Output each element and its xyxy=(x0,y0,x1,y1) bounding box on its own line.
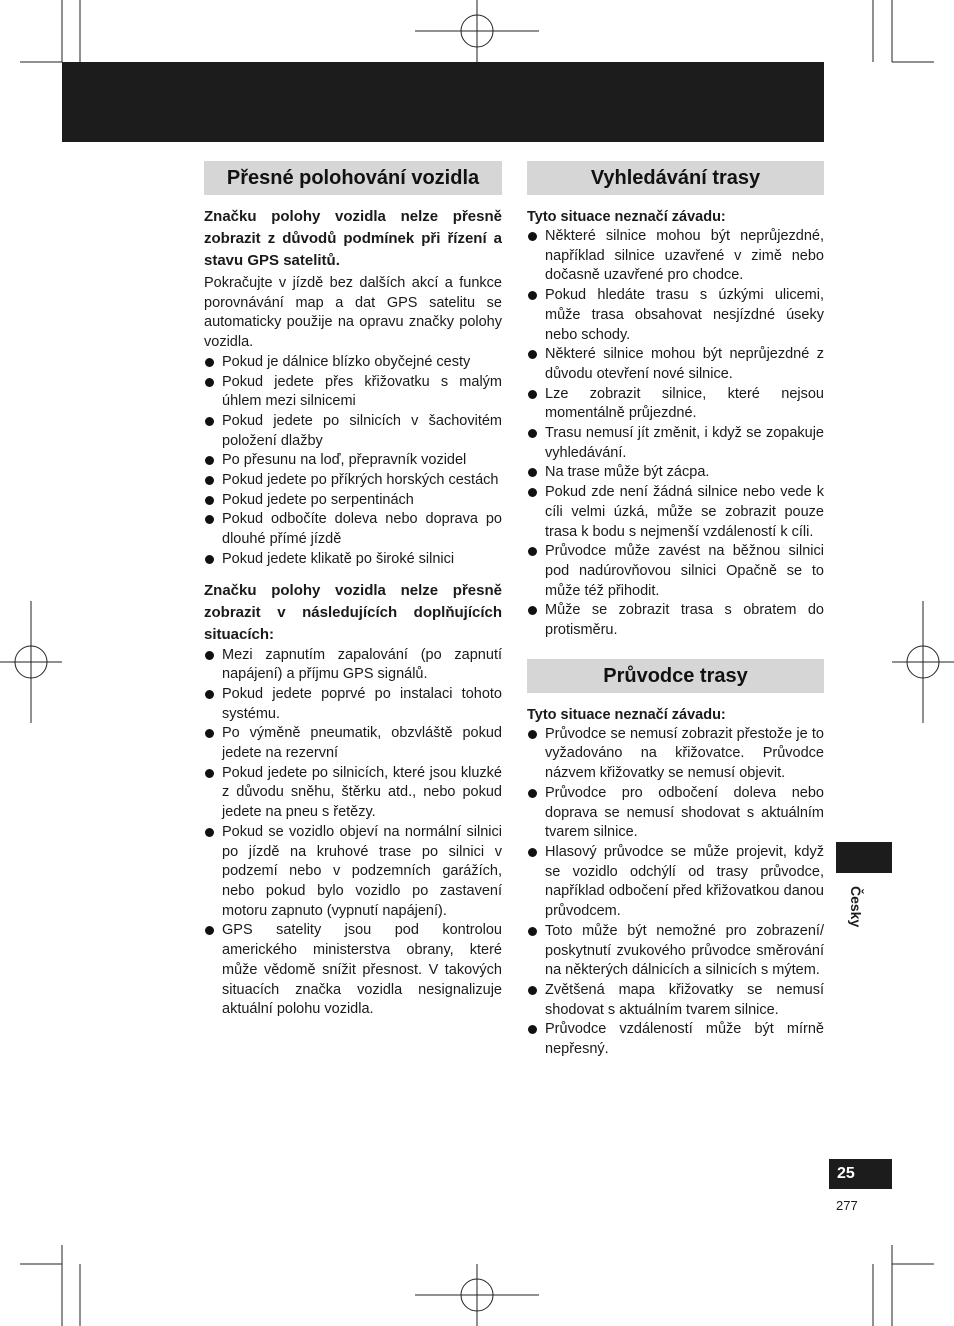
right-list-2 xyxy=(527,725,824,1060)
list-item: Lze zobrazit silnice, které nejsou momentálně průjezdné. xyxy=(527,385,824,424)
language-side-label: Česky xyxy=(848,886,864,928)
list-item: Průvodce se nemusí zobrazit přestože je to vyžadováno na křižovatce. Průvodce názvem křižovatky se nemusí objevit. xyxy=(527,725,824,784)
section-heading-route-guidance: Průvodce trasy xyxy=(527,659,824,693)
list-item: Na trase může být zácpa. xyxy=(527,463,824,483)
list-item: Mezi zapnutím zapalování (po zapnutí napájení) a příjmu GPS signálů. xyxy=(204,646,502,685)
right-column xyxy=(527,161,824,1060)
list-item: Pokud jedete po silnicích, které jsou kluzké z důvodu sněhu, štěrku atd., nebo pokud jedete na pneu s řetězy. xyxy=(204,764,502,823)
left-list-2 xyxy=(204,646,502,1020)
list-item: Po přesunu na loď, přepravník vozidel xyxy=(204,451,502,471)
right-subheading-2: Tyto situace neznačí závadu: xyxy=(527,706,726,723)
list-item: Pokud jedete po silnicích v šachovitém položení dlažby xyxy=(204,412,502,451)
list-item: Průvodce může zavést na běžnou silnici pod nadúrovňovou silnici Opačně se to může též přihodit. xyxy=(527,542,824,601)
list-item: Některé silnice mohou být neprůjezdné, například silnice uzavřené v zimě nebo dočasně uzavřené pro chodce. xyxy=(527,227,824,286)
page-number: 277 xyxy=(836,1198,858,1213)
list-item: Hlasový průvodce se může projevit, když se vozidlo odchýlí od trasy průvodce, například odbočení před křižovatkou danou průvodcem. xyxy=(527,843,824,922)
left-intro-paragraph: Pokračujte v jízdě bez dalších akcí a funkce porovnávání map a dat GPS satelitu se automaticky použije na opravu značky polohy vozidla. xyxy=(204,275,502,351)
list-item: Průvodce pro odbočení doleva nebo doprava se nemusí shodovat s aktuálním tvarem silnice. xyxy=(527,784,824,843)
list-item: Pokud zde není žádná silnice nebo vede k cíli velmi úzká, může se zobrazit pouze trasa k bodu s nejmenší vzdáleností k cíli. xyxy=(527,483,824,542)
list-item: Pokud je dálnice blízko obyčejné cesty xyxy=(204,353,502,373)
list-item: Pokud hledáte trasu s úzkými ulicemi, může trasa obsahovat nesjízdné úseky nebo schody. xyxy=(527,286,824,345)
list-item: Průvodce vzdáleností může být mírně nepřesný. xyxy=(527,1020,824,1059)
right-list-1 xyxy=(527,227,824,641)
section-heading-route-search: Vyhledávání trasy xyxy=(527,161,824,195)
list-item: Pokud se vozidlo objeví na normální silnici po jízdě na kruhové trase po silnici v podzemí nebo v podzemních garážích, nebo pokud bylo vozidlo po zastavení motoru zapnuto (vypnutí napájení). xyxy=(204,823,502,922)
left-list-1 xyxy=(204,353,502,570)
list-item: Pokud jedete po příkrých horských cestách xyxy=(204,471,502,491)
left-column xyxy=(204,161,502,1020)
language-tab-marker xyxy=(836,842,892,873)
list-item: Některé silnice mohou být neprůjezdné z důvodu otevření nové silnice. xyxy=(527,345,824,384)
list-item: Pokud odbočíte doleva nebo doprava po dlouhé přímé jízdě xyxy=(204,510,502,549)
list-item: Trasu nemusí jít změnit, i když se zopakuje vyhledávání. xyxy=(527,424,824,463)
list-item: Toto může být nemožné pro zobrazení/ poskytnutí zvukového průvodce směrování na některých dálnicích a silnicích s mýtem. xyxy=(527,922,824,981)
left-subheading-2: Značku polohy vozidla nelze přesně zobrazit v následujících doplňujících situacích: xyxy=(204,581,502,643)
list-item: Zvětšená mapa křižovatky se nemusí shodovat s aktuálním tvarem silnice. xyxy=(527,981,824,1020)
list-item: Může se zobrazit trasa s obratem do protisměru. xyxy=(527,601,824,640)
list-item: Po výměně pneumatik, obzvláště pokud jedete na rezervní xyxy=(204,724,502,763)
left-subheading-1: Značku polohy vozidla nelze přesně zobrazit z důvodů podmínek při řízení a stavu GPS satelitů. xyxy=(204,208,502,269)
header-band xyxy=(62,62,824,142)
list-item: Pokud jedete klikatě po široké silnici xyxy=(204,550,502,570)
right-subheading-1: Tyto situace neznačí závadu: xyxy=(527,209,726,225)
list-item: Pokud jedete po serpentinách xyxy=(204,491,502,511)
list-item: GPS satelity jsou pod kontrolou amerického ministerstva obrany, které může vědomě snížit přesnost. V takových situacích značka vozidla nesignalizuje aktuální polohu vozidla. xyxy=(204,921,502,1020)
section-heading-positioning: Přesné polohování vozidla xyxy=(204,161,502,195)
section-number-badge: 25 xyxy=(829,1159,892,1189)
list-item: Pokud jedete poprvé po instalaci tohoto systému. xyxy=(204,685,502,724)
list-item: Pokud jedete přes křižovatku s malým úhlem mezi silnicemi xyxy=(204,373,502,412)
